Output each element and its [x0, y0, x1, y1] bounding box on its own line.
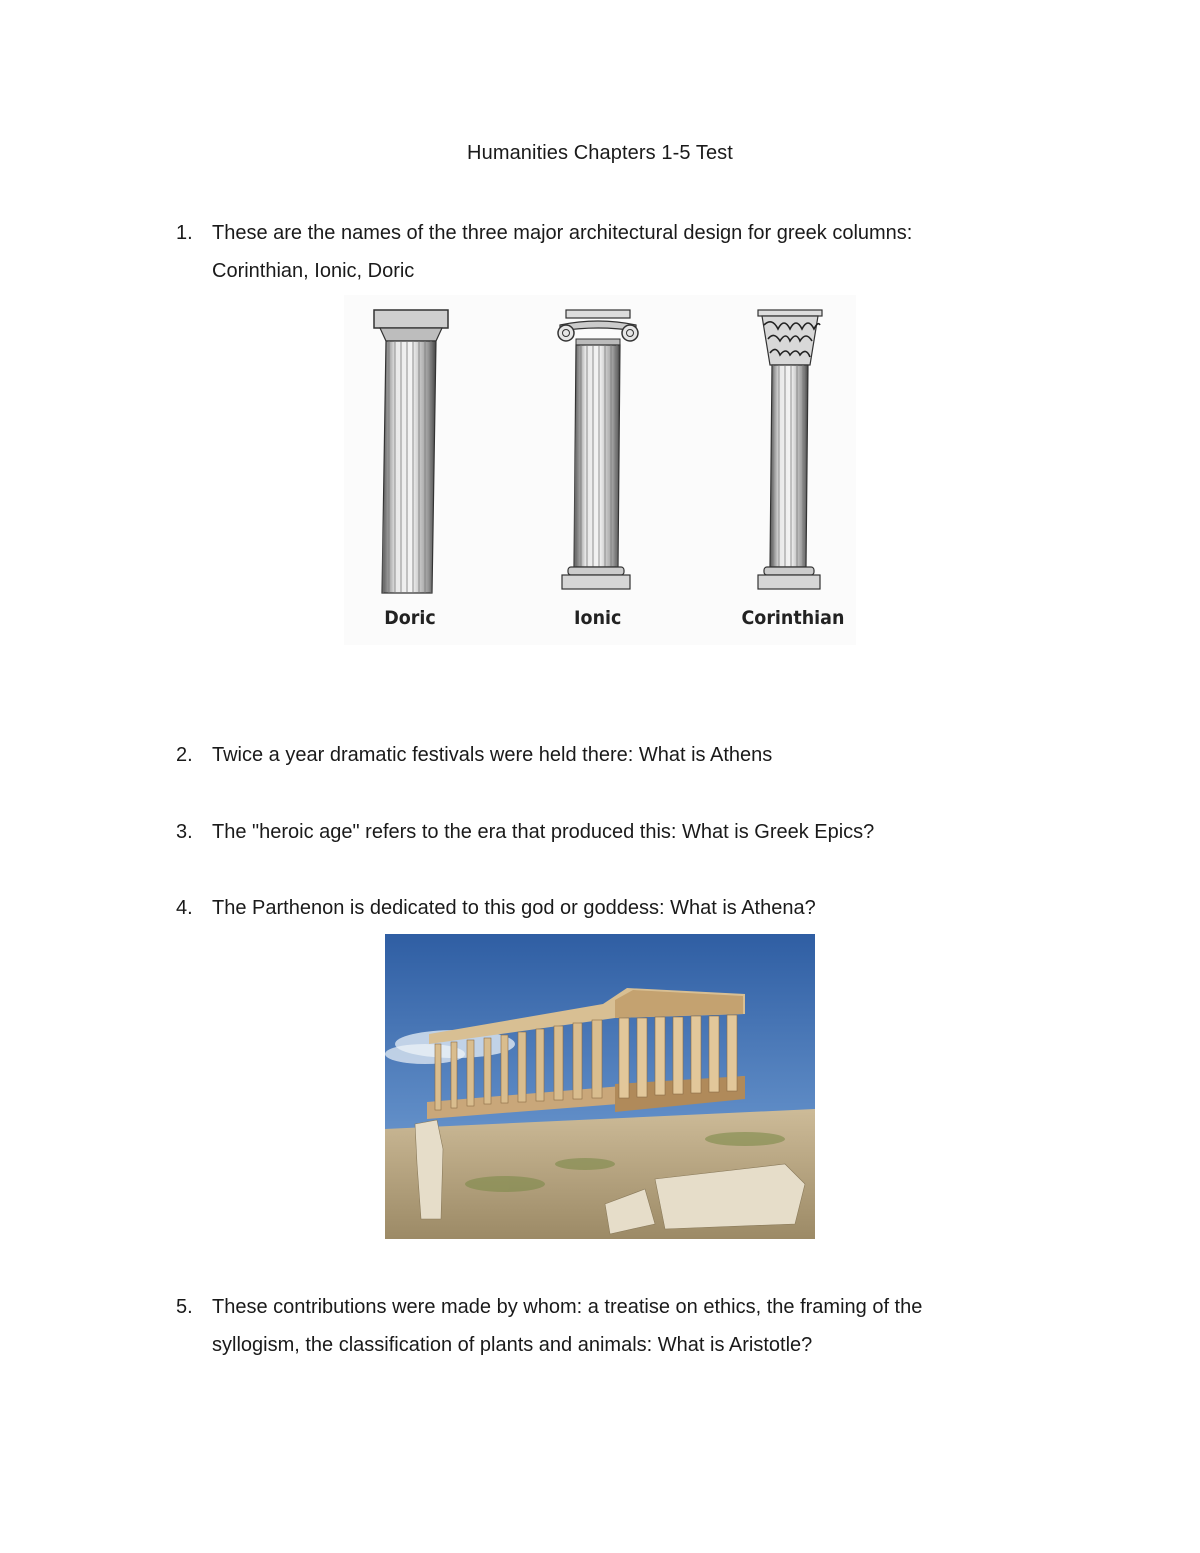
doric-label: Doric [384, 607, 436, 629]
document-title: Humanities Chapters 1-5 Test [467, 142, 733, 164]
parthenon-image [385, 934, 815, 1239]
question-number: 3. [176, 821, 193, 843]
greek-columns-illustration [344, 295, 856, 645]
question-text-line-1: The Parthenon is dedicated to this god or goddess: What is Athena? [212, 897, 816, 919]
question-number: 5. [176, 1296, 193, 1318]
doric-column [374, 310, 448, 593]
question-text-line-1: These contributions were made by whom: a treatise on ethics, the framing of the [212, 1296, 923, 1318]
question-number: 1. [176, 222, 193, 244]
question-text-line-1: Twice a year dramatic festivals were held there: What is Athens [212, 744, 773, 766]
ionic-label: Ionic [574, 607, 622, 629]
question-number: 4. [176, 897, 193, 919]
question-text-line-1: These are the names of the three major architectural design for greek columns: [212, 222, 913, 244]
question-3 [176, 813, 1016, 851]
question-5 [176, 1288, 1016, 1364]
question-number: 2. [176, 744, 193, 766]
corinthian-column [758, 310, 822, 589]
corinthian-label: Corinthian [741, 607, 845, 629]
question-text-line-2: Corinthian, Ionic, Doric [212, 260, 415, 282]
greek-columns-figure [344, 295, 856, 645]
question-text-line-1: The "heroic age" refers to the era that produced this: What is Greek Epics? [212, 821, 875, 843]
question-2 [176, 736, 1016, 774]
question-1 [176, 214, 1016, 290]
parthenon-photo [385, 934, 815, 1239]
question-4 [176, 889, 1016, 927]
question-text-line-2: syllogism, the classification of plants and animals: What is Aristotle? [212, 1334, 813, 1356]
ionic-column [558, 310, 638, 589]
